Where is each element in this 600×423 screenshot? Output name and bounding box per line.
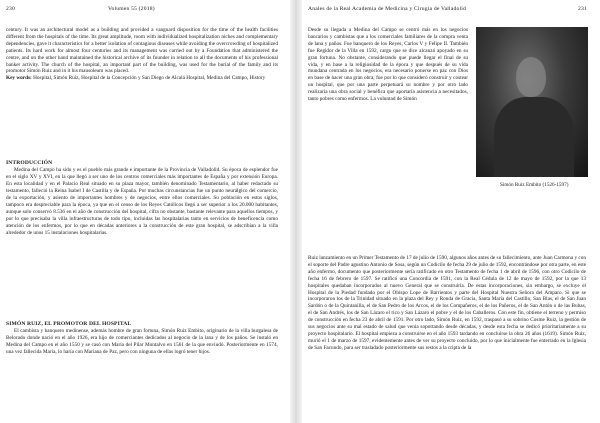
section-paragraph: El cambista y banquero medinense, además hombre de gran fortuna, Simón Ruiz Embito, originario de la villa burgalesa de Belorado donde nació en el año 1926, era hijo de comerciantes dedicados al negocio de la lana y de los paños. Se instaló en Medina del Campo en el año 1550 y se casó con María del Pilar Montalvo en 1561 de la que enviudó. Posteriormente en 1574, una vez fallecida María, lo haría con Mariana de Paz, pero con ninguna de ellas logró tener hijos. bbox=[6, 328, 278, 356]
abstract-continuation: century. It was an architectural model as a building and provided a vanguard disposition for the time of the health facilities different from the hospitals of the time. Its great amplitude, room with individualized hospitalization niches and complementary dependencies, gave it characteristics for a better isolation of contagious diseases while avoiding the overcrowding of hospitalized patients. Its hard work for almost four centuries and its management was carried out by a Foundation that administered the centre, and on the other hand maintained the historical archive of its founder in relation to all the documents of his professional banker activity. The church of the hospital, an important part of the building, was used for the burial of the family and its promotor Simón Ruiz and in it his mausoleum was placed. bbox=[6, 27, 278, 75]
promotor-section bbox=[6, 321, 278, 356]
section-heading: SIMÓN RUIZ, EL PROMOTOR DEL HOSPITAL bbox=[6, 321, 132, 327]
left-page bbox=[0, 0, 288, 423]
portrait-image bbox=[476, 27, 588, 177]
narrow-column bbox=[308, 27, 468, 103]
introduction-section bbox=[6, 160, 278, 236]
abstract-block bbox=[6, 27, 278, 82]
page-number: 231 bbox=[578, 6, 587, 12]
full-width-text: Ruiz lanzamiento en un Primer Testamento de 17 de julio de 1590, algunos años antes de su fallecimiento, ante Juan Carmona y con el soporte del Padre agustino Antonio de Sosa, según un Codicilo de fecha 29 de julio de 1592, encontrándose por otra parte, en este año enfermo, documento que posteriormente sería ratificado en otro Testamento de fecha 1 de abril de 1596, con otro Codicilo de fecha 16 de febrero de 1597. Se ratificó una Concordia de 1591, con la Real Cédula de 12 de mayo de 1592, por la que 13 hospitales quedaban incorporados al nuevo General que se construiría. De estas incorporaciones, sin embargo, se excluye el Hospital de la Piedad fundado por el Obispo Lope de Barrientos y parte del Hospital Nuestra Señora del Amparo. Si que se incorporaron los de la Trinidad situado en la plaza del Rey y Ronda de Gracia, Santa María del Castillo, San Blas, el de San Juan Sardón o de la Quintanilla, el de San Pedro de los Arcos, el de los Compañeros, el de los Pañeros, el de San Antón o de las Bubas, el de San Andrés, los de San Lázaro el rico y San Lázaro el pobre y el de los Caballeros. Con este fin, obtiene el terreno y permiso de construcción en fecha 23 de abril de 1591. Por otro lado, Simón Ruiz, en 1592, traspasó a su sobrino Cosme Ruiz, la gestión de sus negocios ante su mal estado de salud que venía soportando desde décadas, y desde esta fecha se dedicó prioritariamente a su proyecto hospitalario. El hospital empieza a construirse en el año 1593 tardando en concluirse la obra 26 años (1619). Simón Ruiz, murió el 1 de marzo de 1597, evidentemente antes de ver su proyecto concluido, por lo que inicialmente fue enterrado en la Iglesia de San Facundo, para ser trasladado posteriormente sus restos a la cripta de la bbox=[308, 255, 586, 351]
keywords-label: Key words: bbox=[6, 75, 32, 82]
running-title: Volumen 55 (2018) bbox=[108, 6, 155, 12]
portrait-figure-face bbox=[516, 57, 546, 97]
figure-caption: Simón Ruiz Embito (1526-1597) bbox=[500, 182, 569, 188]
keywords-text: Hospital, Simón Ruiz, Hospital de la Concepción y San Diego de Alcalá Hospital, Medina del Campo, History bbox=[31, 75, 266, 82]
keywords-line bbox=[6, 75, 278, 82]
narrow-column-text: Desde su llegada a Medina del Campo se centró más en los negocios bancarios y cambistas que a los comerciales familiares de la compra venta de lana y paños. Fue banquero de los Reyes, Carlos V y Felipe II. También fue Regidor de la Villa en 1592, cargo que se dice alcanzó apoyado en su gran fortuna. No obstante, considerando que puede llegar el final de su vida, y en base a la religiosidad de la época y que después de su vida mundana centrada en los negocios, era necesario ponerse en paz con Dios en base de hacer una gran obra; fue por lo que consideró construir y costear un hospital, que por una parte perpetuará su nombre y por otro lado realizaría una obra social y benéfica que aportaría asistencia a necesitados, tanto pobres como enfermos. La voluntad de Simón bbox=[308, 27, 468, 103]
right-page bbox=[304, 0, 594, 423]
intro-paragraph: Medina del Campo ha sido y es el pueblo más grande e importante de la Provincia de Valladolid. Su época de esplendor fue en el siglo XV y XVI, en la que llegó a ser uno de los centros comerciales más importantes de España y por extensión Europa. En esta localidad y en el Palacio Real situado en su plaza mayor, también denominado Testamentario, al haber redactado su testamento, falleció la Reina Isabel I de Castilla y de España. Por muchas circunstancias fue un punto neurálgico del comercio, de la exportación, y asiento de importantes hombres y de negocios, entre ellos comerciales. Su población en estos siglos, tampoco era despreciable para la época, ya que en el censo de los Reyes Católicos llegó a ser superior a los 20.000 habitantes, aunque solo conservó 8.536 en el año de construcción del hospital, cifra no obstante, bastante relevante para aquellos tiempos, y por lo que precisaba la villa infraestructuras de todo tipo, incluidas las hospitalarias tanto en servicios de beneficencia como atención de los enfermos, por lo que en décadas anteriores a la construcción de este gran hospital, se adscribían a la villa alrededor de unos 15 instalaciones hospitalarias. bbox=[6, 167, 278, 236]
intro-heading: INTRODUCCIÓN bbox=[6, 160, 53, 166]
full-width-column bbox=[308, 255, 586, 352]
page-number: 230 bbox=[6, 6, 15, 12]
running-title: Anales de la Real Academia de Medicina y Cirugía de Valladolid bbox=[308, 6, 466, 12]
book-gutter bbox=[290, 0, 302, 423]
portrait-figure-body bbox=[494, 97, 574, 177]
